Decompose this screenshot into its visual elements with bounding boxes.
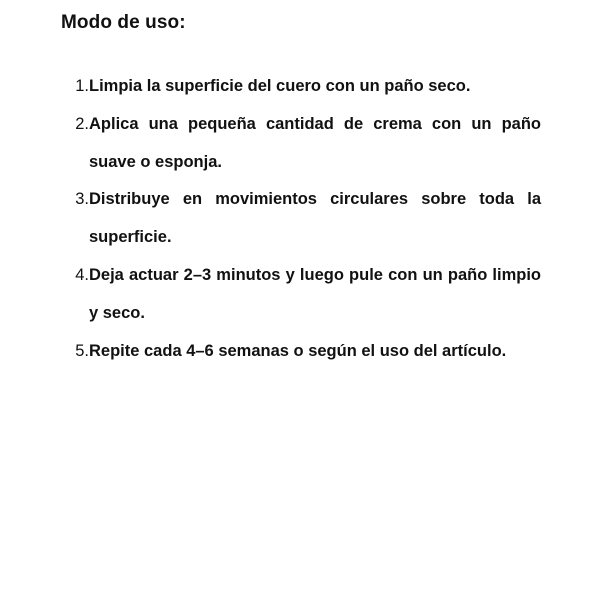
step-number: 4.: [75, 265, 89, 284]
step-text: Distribuye en movimientos circulares sobre toda la superficie.: [89, 190, 541, 247]
step-text: Repite cada 4–6 semanas o según el uso del artículo.: [89, 341, 507, 360]
usage-steps-list: [73, 68, 541, 370]
step-number: 1.: [75, 77, 89, 95]
page-title: Modo de uso:: [61, 12, 186, 33]
step-number: 5.: [75, 341, 89, 360]
list-item: [73, 106, 541, 182]
step-text: Limpia la superficie del cuero con un paño seco.: [89, 77, 471, 95]
list-item: [73, 257, 541, 333]
step-text: Deja actuar 2–3 minutos y luego pule con un paño limpio y seco.: [89, 265, 541, 322]
step-text: Aplica una pequeña cantidad de crema con un paño suave o esponja.: [89, 114, 541, 171]
list-item: [73, 68, 541, 106]
step-number: 3.: [75, 190, 89, 209]
list-item: [73, 333, 541, 371]
step-number: 2.: [75, 114, 89, 133]
list-item: [73, 181, 541, 257]
